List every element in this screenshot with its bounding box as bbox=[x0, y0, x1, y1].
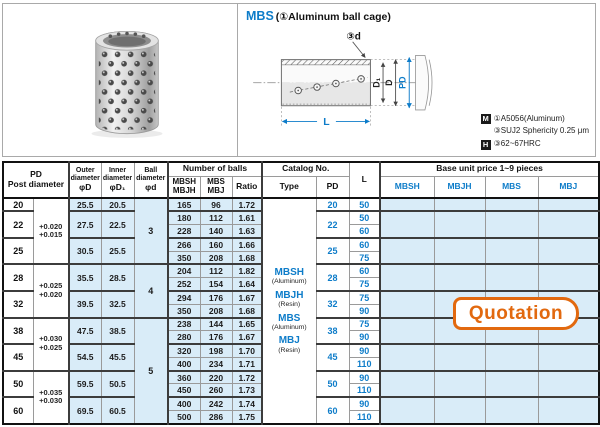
price-mbsh-cell bbox=[380, 264, 434, 291]
balls-mbsh-cell: 165 bbox=[168, 198, 200, 211]
price-mbs-cell bbox=[485, 211, 538, 238]
balls-mbsh-cell: 500 bbox=[168, 411, 200, 425]
hardness-badge: H bbox=[481, 140, 491, 150]
balls-mbs-cell: 234 bbox=[200, 357, 232, 370]
balls-mbsh-cell: 228 bbox=[168, 225, 200, 238]
balls-mbs-cell: 220 bbox=[200, 371, 232, 384]
catalog-pd-cell: 28 bbox=[316, 264, 349, 291]
pd-cell: 60 bbox=[3, 397, 33, 424]
inner-diameter-cell: 25.5 bbox=[101, 238, 134, 265]
series-description: (①Aluminum ball cage) bbox=[275, 11, 391, 23]
balls-mbsh-cell: 360 bbox=[168, 371, 200, 384]
price-mbj-cell bbox=[538, 238, 599, 265]
ratio-cell: 1.82 bbox=[232, 264, 262, 277]
spec-table bbox=[2, 161, 600, 425]
header-balls-mbs-mbj: MBS MBJ bbox=[200, 176, 232, 198]
ratio-cell: 1.73 bbox=[232, 384, 262, 397]
inner-diameter-cell: 50.5 bbox=[101, 371, 134, 398]
header-ratio: Ratio bbox=[232, 176, 262, 198]
ratio-cell: 1.72 bbox=[232, 371, 262, 384]
balls-mbsh-cell: 450 bbox=[168, 384, 200, 397]
catalog-pd-cell: 50 bbox=[316, 371, 349, 398]
header-price-mbjh: MBJH bbox=[434, 176, 485, 198]
ratio-cell: 1.71 bbox=[232, 357, 262, 370]
catalog-pd-cell: 38 bbox=[316, 318, 349, 345]
ratio-cell: 1.67 bbox=[232, 331, 262, 344]
outer-diameter-cell: 39.5 bbox=[69, 291, 101, 318]
inner-diameter-cell: 38.5 bbox=[101, 318, 134, 345]
ratio-cell: 1.68 bbox=[232, 304, 262, 317]
price-mbs-cell bbox=[485, 264, 538, 291]
pd-cell: 28 bbox=[3, 264, 33, 291]
inner-diameter-cell: 28.5 bbox=[101, 264, 134, 291]
length-cell: 90 bbox=[349, 304, 380, 317]
balls-mbs-cell: 112 bbox=[200, 264, 232, 277]
outer-diameter-cell: 25.5 bbox=[69, 198, 101, 211]
price-mbsh-cell bbox=[380, 211, 434, 238]
catalog-pd-cell: 32 bbox=[316, 291, 349, 318]
header-post-diameter: PD Post diameter bbox=[3, 162, 69, 198]
price-mbj-cell bbox=[538, 397, 599, 424]
price-mbjh-cell bbox=[434, 344, 485, 371]
balls-mbs-cell: 144 bbox=[200, 318, 232, 331]
catalog-pd-cell: 25 bbox=[316, 238, 349, 265]
catalog-pd-cell: 60 bbox=[316, 397, 349, 424]
outer-diameter-cell: 35.5 bbox=[69, 264, 101, 291]
balls-mbs-cell: 208 bbox=[200, 251, 232, 264]
balls-mbs-cell: 140 bbox=[200, 225, 232, 238]
catalog-pd-cell: 22 bbox=[316, 211, 349, 238]
balls-mbsh-cell: 350 bbox=[168, 251, 200, 264]
material-badge: M bbox=[482, 114, 489, 123]
note-sphericity: ③SUJ2 Sphericity 0.25 μm bbox=[493, 126, 589, 136]
ball-diameter-callout: ③d bbox=[346, 31, 361, 43]
length-cell: 90 bbox=[349, 371, 380, 384]
price-mbj-cell bbox=[538, 198, 599, 211]
note-hardness: H ③62~67HRC bbox=[481, 138, 589, 151]
header-number-of-balls: Number of balls bbox=[168, 162, 262, 176]
material-notes bbox=[481, 113, 589, 151]
product-photo-panel bbox=[3, 4, 238, 156]
tolerance-cell: +0.030 +0.025 bbox=[33, 318, 69, 371]
balls-mbs-cell: 260 bbox=[200, 384, 232, 397]
catalog-pd-cell: 20 bbox=[316, 198, 349, 211]
price-mbsh-cell bbox=[380, 238, 434, 265]
quotation-badge: Quotation bbox=[453, 297, 579, 330]
ratio-cell: 1.61 bbox=[232, 211, 262, 224]
price-mbsh-cell bbox=[380, 371, 434, 398]
inner-diameter-cell: 22.5 bbox=[101, 211, 134, 238]
pd-cell: 45 bbox=[3, 344, 33, 371]
tolerance-cell: +0.035 +0.030 bbox=[33, 371, 69, 424]
ball-diameter-cell: 4 bbox=[134, 264, 168, 317]
dim-label-d1: D₁ bbox=[371, 77, 382, 88]
price-mbs-cell bbox=[485, 344, 538, 371]
length-cell: 60 bbox=[349, 238, 380, 251]
tolerance-cell: +0.020 +0.015 bbox=[33, 198, 69, 264]
balls-mbs-cell: 286 bbox=[200, 411, 232, 425]
header-base-unit-price: Base unit price 1~9 pieces bbox=[380, 162, 599, 176]
dim-label-length: L bbox=[323, 117, 330, 129]
balls-mbs-cell: 176 bbox=[200, 291, 232, 304]
balls-mbs-cell: 112 bbox=[200, 211, 232, 224]
balls-mbs-cell: 160 bbox=[200, 238, 232, 251]
ball-diameter-cell: 5 bbox=[134, 318, 168, 424]
ratio-cell: 1.74 bbox=[232, 397, 262, 410]
balls-mbsh-cell: 400 bbox=[168, 397, 200, 410]
ratio-cell: 1.66 bbox=[232, 238, 262, 251]
inner-diameter-cell: 60.5 bbox=[101, 397, 134, 424]
ratio-cell: 1.70 bbox=[232, 344, 262, 357]
header-price-mbj: MBJ bbox=[538, 176, 599, 198]
length-cell: 90 bbox=[349, 331, 380, 344]
price-mbj-cell bbox=[538, 371, 599, 398]
header-type: Type bbox=[262, 176, 316, 198]
balls-mbsh-cell: 320 bbox=[168, 344, 200, 357]
header-outer-diameter: Outer diameter φD bbox=[69, 162, 101, 198]
length-cell: 75 bbox=[349, 291, 380, 304]
price-mbsh-cell bbox=[380, 318, 434, 345]
dim-label-pd: PD bbox=[397, 76, 408, 89]
header-price-mbsh: MBSH bbox=[380, 176, 434, 198]
ratio-cell: 1.63 bbox=[232, 225, 262, 238]
balls-mbsh-cell: 266 bbox=[168, 238, 200, 251]
price-mbjh-cell bbox=[434, 238, 485, 265]
header-inner-diameter: Inner diameter φD₁ bbox=[101, 162, 134, 198]
price-mbs-cell bbox=[485, 238, 538, 265]
length-cell: 90 bbox=[349, 397, 380, 410]
header-price-mbs: MBS bbox=[485, 176, 538, 198]
length-cell: 75 bbox=[349, 278, 380, 291]
inner-diameter-cell: 32.5 bbox=[101, 291, 134, 318]
length-cell: 60 bbox=[349, 264, 380, 277]
page-title bbox=[246, 9, 391, 23]
top-section bbox=[2, 3, 596, 157]
price-mbsh-cell bbox=[380, 344, 434, 371]
length-cell: 50 bbox=[349, 198, 380, 211]
balls-mbsh-cell: 180 bbox=[168, 211, 200, 224]
balls-mbs-cell: 208 bbox=[200, 304, 232, 317]
inner-diameter-cell: 20.5 bbox=[101, 198, 134, 211]
balls-mbsh-cell: 350 bbox=[168, 304, 200, 317]
balls-mbsh-cell: 238 bbox=[168, 318, 200, 331]
balls-mbsh-cell: 294 bbox=[168, 291, 200, 304]
type-cell: MBSH (Aluminum) MBJH (Resin) MBS (Aluminum) MBJ (Resin) bbox=[262, 198, 316, 424]
header-catalog-pd: PD bbox=[316, 176, 349, 198]
price-mbs-cell bbox=[485, 198, 538, 211]
price-mbjh-cell bbox=[434, 264, 485, 291]
pd-cell: 25 bbox=[3, 238, 33, 265]
outer-diameter-cell: 69.5 bbox=[69, 397, 101, 424]
length-cell: 90 bbox=[349, 344, 380, 357]
pd-cell: 22 bbox=[3, 211, 33, 238]
ratio-cell: 1.75 bbox=[232, 411, 262, 425]
outer-diameter-cell: 27.5 bbox=[69, 211, 101, 238]
balls-mbs-cell: 96 bbox=[200, 198, 232, 211]
spec-panel bbox=[238, 4, 595, 156]
ratio-cell: 1.68 bbox=[232, 251, 262, 264]
length-cell: 75 bbox=[349, 318, 380, 331]
length-cell: 60 bbox=[349, 225, 380, 238]
price-mbj-cell bbox=[538, 264, 599, 291]
outer-diameter-cell: 54.5 bbox=[69, 344, 101, 371]
balls-mbs-cell: 154 bbox=[200, 278, 232, 291]
length-cell: 110 bbox=[349, 357, 380, 370]
price-mbjh-cell bbox=[434, 371, 485, 398]
ball-diameter-cell: 3 bbox=[134, 198, 168, 264]
price-mbsh-cell bbox=[380, 397, 434, 424]
price-mbsh-cell bbox=[380, 291, 434, 318]
price-mbs-cell bbox=[485, 397, 538, 424]
pd-cell: 50 bbox=[3, 371, 33, 398]
header-ball-diameter: Ball diameter φd bbox=[134, 162, 168, 198]
pd-cell: 32 bbox=[3, 291, 33, 318]
length-cell: 50 bbox=[349, 211, 380, 224]
note-material: M ①A5056(Aluminum) bbox=[482, 113, 565, 123]
length-cell: 110 bbox=[349, 411, 380, 425]
ratio-cell: 1.65 bbox=[232, 318, 262, 331]
pd-cell: 38 bbox=[3, 318, 33, 345]
outer-diameter-cell: 47.5 bbox=[69, 318, 101, 345]
length-cell: 110 bbox=[349, 384, 380, 397]
outer-diameter-cell: 30.5 bbox=[69, 238, 101, 265]
pd-cell: 20 bbox=[3, 198, 33, 211]
price-mbjh-cell bbox=[434, 397, 485, 424]
price-mbj-cell bbox=[538, 211, 599, 238]
inner-diameter-cell: 45.5 bbox=[101, 344, 134, 371]
price-mbjh-cell bbox=[434, 211, 485, 238]
balls-mbs-cell: 198 bbox=[200, 344, 232, 357]
ratio-cell: 1.64 bbox=[232, 278, 262, 291]
series-code: MBS bbox=[246, 9, 274, 23]
dim-label-d: D bbox=[383, 79, 394, 86]
length-cell: 75 bbox=[349, 251, 380, 264]
catalog-pd-cell: 45 bbox=[316, 344, 349, 371]
price-mbj-cell bbox=[538, 344, 599, 371]
price-mbs-cell bbox=[485, 371, 538, 398]
tolerance-cell: +0.025 +0.020 bbox=[33, 264, 69, 317]
header-balls-mbsh-mbjh: MBSH MBJH bbox=[168, 176, 200, 198]
ratio-cell: 1.72 bbox=[232, 198, 262, 211]
ratio-cell: 1.67 bbox=[232, 291, 262, 304]
balls-mbsh-cell: 400 bbox=[168, 357, 200, 370]
header-catalog-no: Catalog No. bbox=[262, 162, 349, 176]
balls-mbsh-cell: 280 bbox=[168, 331, 200, 344]
balls-mbs-cell: 242 bbox=[200, 397, 232, 410]
product-photo bbox=[85, 22, 169, 142]
table-row bbox=[3, 198, 599, 211]
header-length: L bbox=[349, 162, 380, 198]
balls-mbs-cell: 176 bbox=[200, 331, 232, 344]
balls-mbsh-cell: 252 bbox=[168, 278, 200, 291]
balls-mbsh-cell: 204 bbox=[168, 264, 200, 277]
dimension-diagram bbox=[250, 28, 470, 152]
price-mbjh-cell bbox=[434, 198, 485, 211]
outer-diameter-cell: 59.5 bbox=[69, 371, 101, 398]
price-mbsh-cell bbox=[380, 198, 434, 211]
